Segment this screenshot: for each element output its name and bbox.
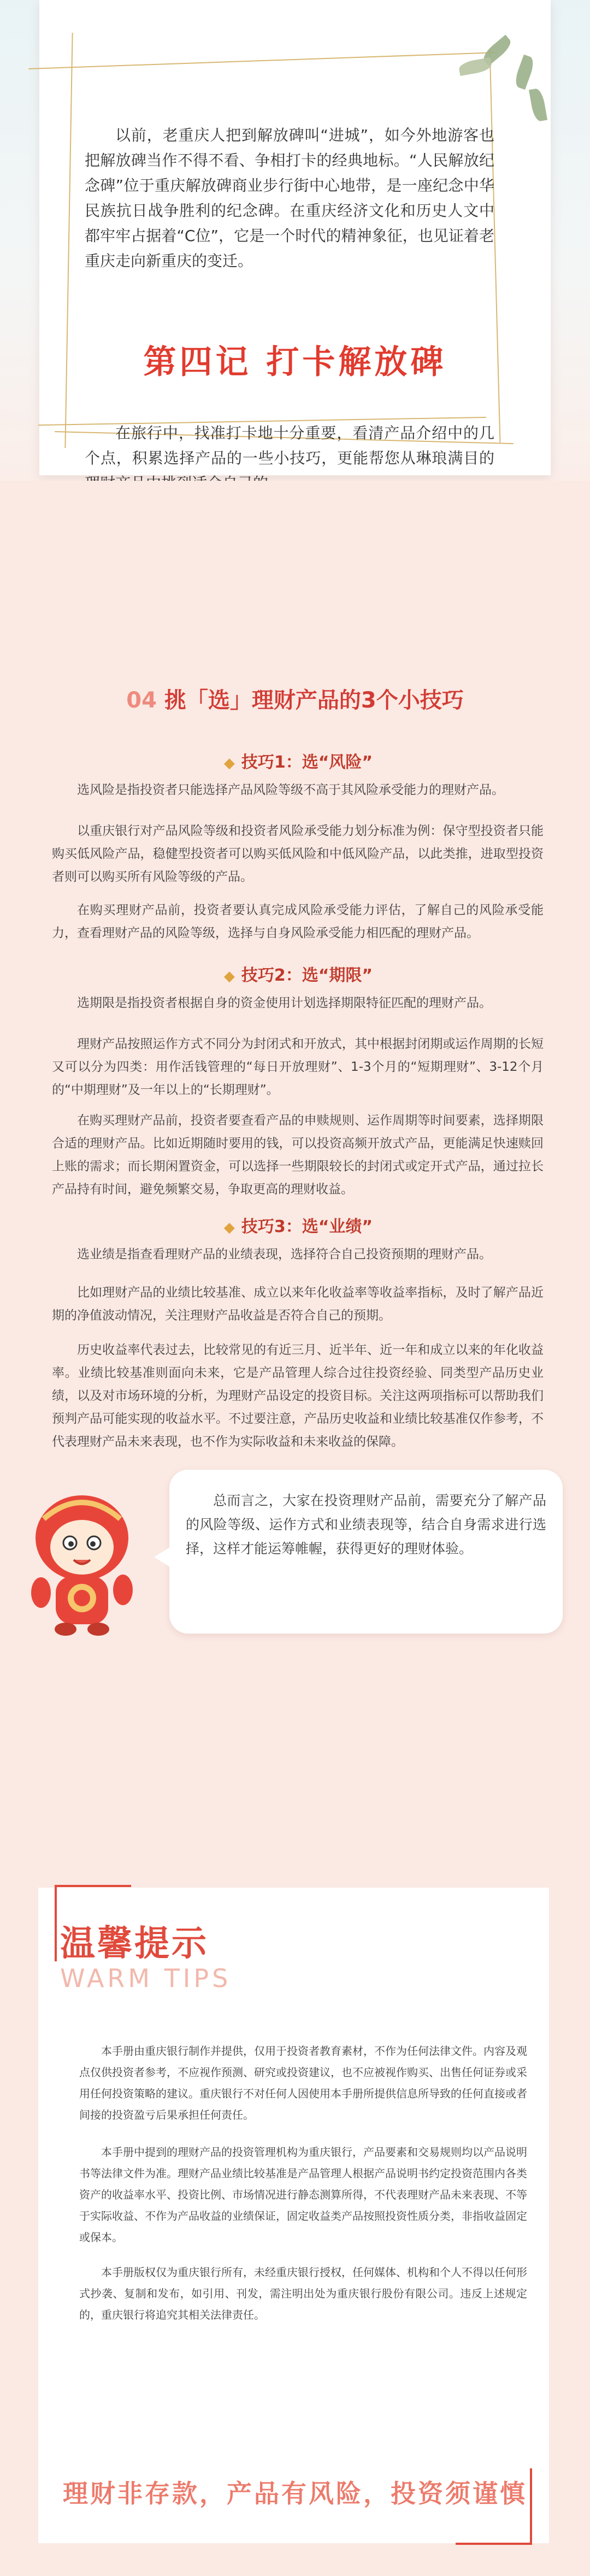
warm-tips-subtitle: WARM TIPS bbox=[60, 1964, 232, 1993]
paragraph: 在购买理财产品前，投资者要查看产品的申赎规则、运作周期等时间要素，选择期限合适的理财产品。比如近期随时要用的钱，可以投资高频开放式产品，更能满足快速赎回上账的需求；而长期闲置资金，可以选择一些期限较长的封闭式或定开式产品，通过拉长产品持有时间，避免频繁交易，争取更高的理财收益。 bbox=[52, 1113, 544, 1196]
tip3-p3 bbox=[52, 1339, 544, 1453]
tip2-title bbox=[0, 962, 590, 986]
intro-paragraph-1 bbox=[85, 123, 494, 274]
tip3-p2 bbox=[52, 1281, 544, 1327]
corner-bracket bbox=[55, 1885, 57, 1961]
lion-mascot-icon bbox=[22, 1486, 142, 1639]
summary-paragraph: 总而言之，大家在投资理财产品前，需要充分了解产品的风险等级、运作方式和业绩表现等，结合自身需求进行选择，这样才能运筹帷幄，获得更好的理财体验。 bbox=[186, 1493, 546, 1557]
corner-bracket bbox=[456, 2543, 532, 2545]
risk-warning-footer: 理财非存款，产品有风险，投资须谨慎 bbox=[63, 2479, 527, 2508]
tips-section bbox=[0, 481, 590, 1781]
tip2-p1 bbox=[52, 992, 544, 1015]
tip1-p1 bbox=[52, 779, 544, 801]
tip1-title-text: 技巧1：选“风险” bbox=[241, 753, 373, 772]
warm-tips-section bbox=[0, 1781, 590, 2576]
paragraph: 在购买理财产品前，投资者要认真完成风险承受能力评估，了解自己的风险承受能力，查看理财产品的风险等级，选择与自身风险承受能力相匹配的理财产品。 bbox=[52, 903, 544, 940]
tip2-p2 bbox=[52, 1033, 544, 1101]
diamond-icon: ◆ bbox=[223, 968, 235, 985]
tip2-title-text: 技巧2：选“期限” bbox=[241, 966, 373, 985]
chapter-title: 第四记 打卡解放碑 bbox=[143, 343, 447, 381]
warm-p2 bbox=[79, 2142, 527, 2248]
tip3-title-text: 技巧3：选“业绩” bbox=[241, 1217, 373, 1236]
paragraph: 选风险是指投资者只能选择产品风险等级不高于其风险承受能力的理财产品。 bbox=[77, 783, 504, 797]
paragraph: 本手册由重庆银行制作并提供，仅用于投资者教育素材，不作为任何法律文件。内容及观点仅供投资者参考，不应视作预测、研究或投资建议，也不应被视作购买、出售任何证券或采用任何投资策略的建议。重庆银行不对任何人因使用本手册所提供信息所导致的任何直接或者间接的投资盈亏后果承担任何责任。 bbox=[79, 2044, 527, 2121]
paragraph: 本手册版权仅为重庆银行所有，未经重庆银行授权，任何媒体、机构和个人不得以任何形式抄袭、复制和发布，如引用、刊发，需注明出处为重庆银行股份有限公司。违反上述规定的，重庆银行将追究其相关法律责任。 bbox=[79, 2266, 527, 2321]
paragraph: 以重庆银行对产品风险等级和投资者风险承受能力划分标准为例：保守型投资者只能购买低风险产品，稳健型投资者可以购买低风险和中低风险产品，以此类推，进取型投资者则可以购买所有风险等级的产品。 bbox=[52, 824, 544, 884]
warm-p3 bbox=[79, 2262, 527, 2326]
paragraph: 比如理财产品的业绩比较基准、成立以来年化收益率等收益率指标，及时了解产品近期的净值波动情况，关注理财产品收益是否符合自己的预期。 bbox=[52, 1286, 544, 1323]
tip1-title bbox=[0, 748, 590, 773]
warm-tips-title: 温馨提示 bbox=[60, 1924, 209, 1964]
tip3-p1 bbox=[52, 1243, 544, 1266]
paragraph: 理财产品按照运作方式不同分为封闭式和开放式，其中根据封闭期或运作周期的长短又可以分为四类：用作活钱管理的“每日开放理财”、1-3个月的“短期理财”、3-12个月的“中期理财”及一年以上的“长期理财”。 bbox=[52, 1037, 544, 1097]
corner-bracket bbox=[55, 1885, 131, 1887]
intro-text: 以前，老重庆人把到解放碑叫“进城”，如今外地游客也把解放碑当作不得不看、争相打卡的经典地标。“人民解放纪念碑”位于重庆解放碑商业步行街中心地带，是一座纪念中华民族抗日战争胜利的纪念碑。在重庆经济文化和历史人文中都牢牢占据着“C位”，它是一个时代的精神象征，也见证着老重庆走向新重庆的变迁。 bbox=[85, 126, 494, 270]
tip3-title bbox=[0, 1213, 590, 1237]
paragraph: 本手册中提到的理财产品的投资管理机构为重庆银行，产品要素和交易规则均以产品说明书等法律文件为准。理财产品业绩比较基准是产品管理人根据产品说明书约定投资范围内各类资产的收益率水平、投资比例、市场情况进行静态测算所得，不代表理财产品未来表现、不等于实际收益、不作为产品收益的业绩保证，固定收益类产品按照投资性质分类，非指收益固定或保本。 bbox=[79, 2145, 527, 2244]
diamond-icon: ◆ bbox=[223, 1219, 235, 1236]
intro-section bbox=[0, 0, 590, 481]
tips-header-text: 挑「选」理财产品的3个小技巧 bbox=[164, 688, 464, 713]
paragraph: 历史收益率代表过去，比较常见的有近三月、近半年、近一年和成立以来的年化收益率。业绩比较基准则面向未来，它是产品管理人综合过往投资经验、同类型产品历史业绩，以及对市场环境的分析，为理财产品设定的投资目标。关注这两项指标可以帮助我们预判产品可能实现的收益水平。不过要注意，产品历史收益和业绩比较基准仅作参考，不代表理财产品未来表现，也不作为实际收益和未来收益的保障。 bbox=[52, 1343, 544, 1449]
tip1-p2 bbox=[52, 820, 544, 888]
tips-header bbox=[0, 683, 590, 714]
warm-p1 bbox=[79, 2041, 527, 2126]
paragraph: 选期限是指投资者根据自身的资金使用计划选择期限特征匹配的理财产品。 bbox=[77, 996, 492, 1010]
bubble-tail bbox=[154, 1546, 172, 1568]
paragraph: 选业绩是指查看理财产品的业绩表现，选择符合自己投资预期的理财产品。 bbox=[77, 1247, 492, 1262]
tip1-p3 bbox=[52, 899, 544, 945]
tip2-p3 bbox=[52, 1109, 544, 1201]
intro-text: 在旅行中，找准打卡地十分重要，看清产品介绍中的几个点，积累选择产品的一些小技巧，更能帮您从琳琅满目的 bbox=[85, 424, 494, 467]
summary-text bbox=[186, 1489, 546, 1561]
diamond-icon: ◆ bbox=[223, 755, 235, 771]
tips-header-number: 04 bbox=[126, 688, 157, 713]
